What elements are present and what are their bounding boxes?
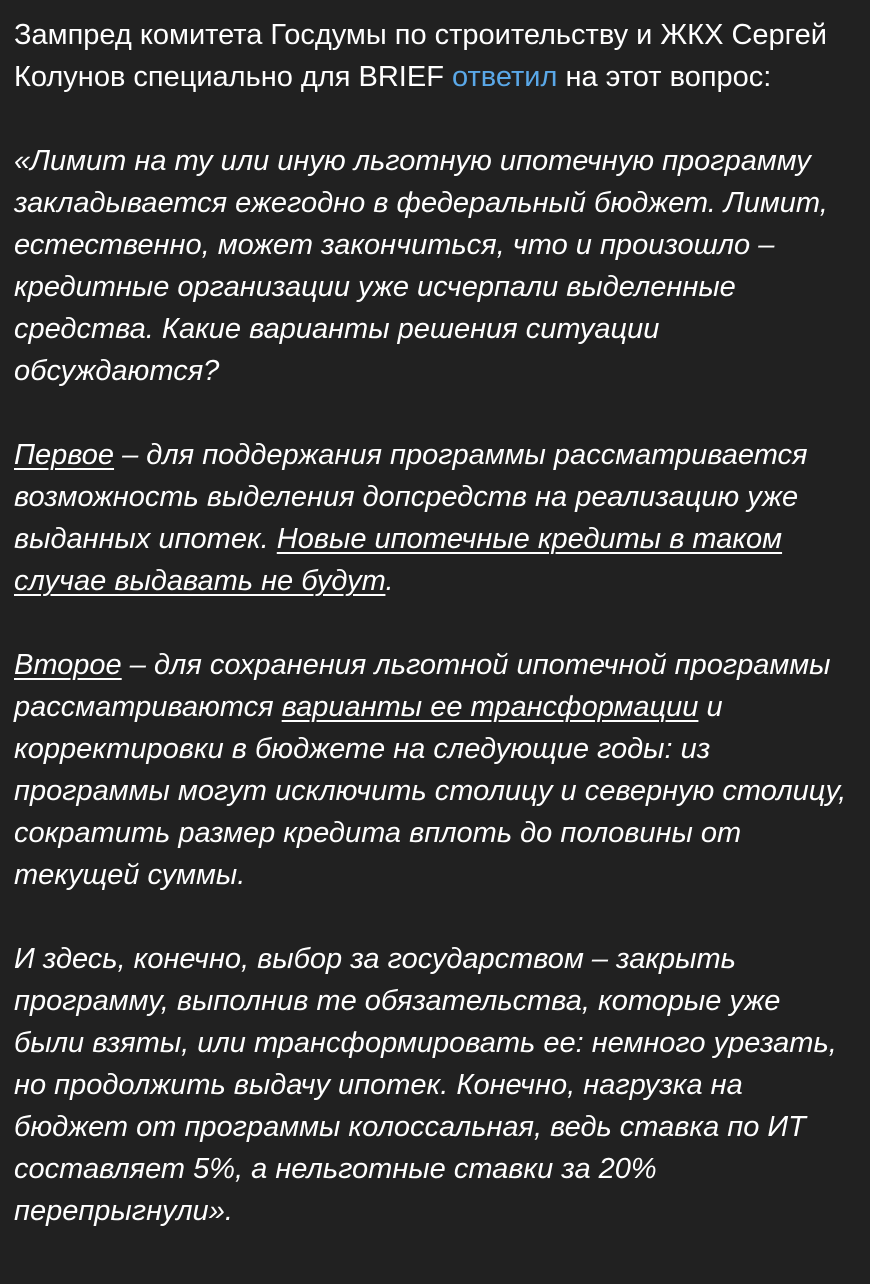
second-option-label: Второе <box>14 649 122 681</box>
intro-paragraph <box>14 14 856 98</box>
quote-text: . <box>385 565 394 597</box>
quote-paragraph-3 <box>14 644 856 896</box>
quote-text: – для поддержания программы рассматривается возможность выделения допсредств на реализацию уже выданных ипотек. <box>14 439 808 555</box>
intro-text: Зампред комитета Госдумы по строительству и ЖКХ Сергей Колунов специально для BRIEF <box>14 19 827 93</box>
quote-paragraph-4: И здесь, конечно, выбор за государством – закрыть программу, выполнив те обязательства, которые уже были взяты, или трансформировать ее: немного урезать, но продолжить выдачу ипотек. Конечно, нагрузка на бюджет от программы колоссальная, ведь ставка по ИТ составляет 5%, а нельготные ставки за 20% перепрыгнули». <box>14 943 837 1227</box>
answered-link[interactable]: ответил <box>451 61 558 93</box>
quote-paragraph-1: «Лимит на ту или иную льготную ипотечную программу закладывается ежегодно в федеральный бюджет. Лимит, естественно, может закончиться, что и произошло – кредитные организации уже исчерпали выделенные средства. Какие варианты решения ситуации обсуждаются? <box>14 145 828 387</box>
first-option-label: Первое <box>14 439 115 471</box>
intro-text-end: на этот вопрос: <box>557 61 772 93</box>
quote-text: – для сохранения льготной ипотечной программы рассматриваются <box>14 649 831 723</box>
quote-paragraph-2 <box>14 434 856 602</box>
quote-text: и корректировки в бюджете на следующие годы: из программы могут исключить столицу и северную столицу, сократить размер кредита вплоть до половины от текущей суммы. <box>14 691 847 891</box>
no-new-loans-emphasis: Новые ипотечные кредиты в таком случае выдавать не будут <box>14 523 783 597</box>
transformation-emphasis: варианты ее трансформации <box>281 691 699 723</box>
